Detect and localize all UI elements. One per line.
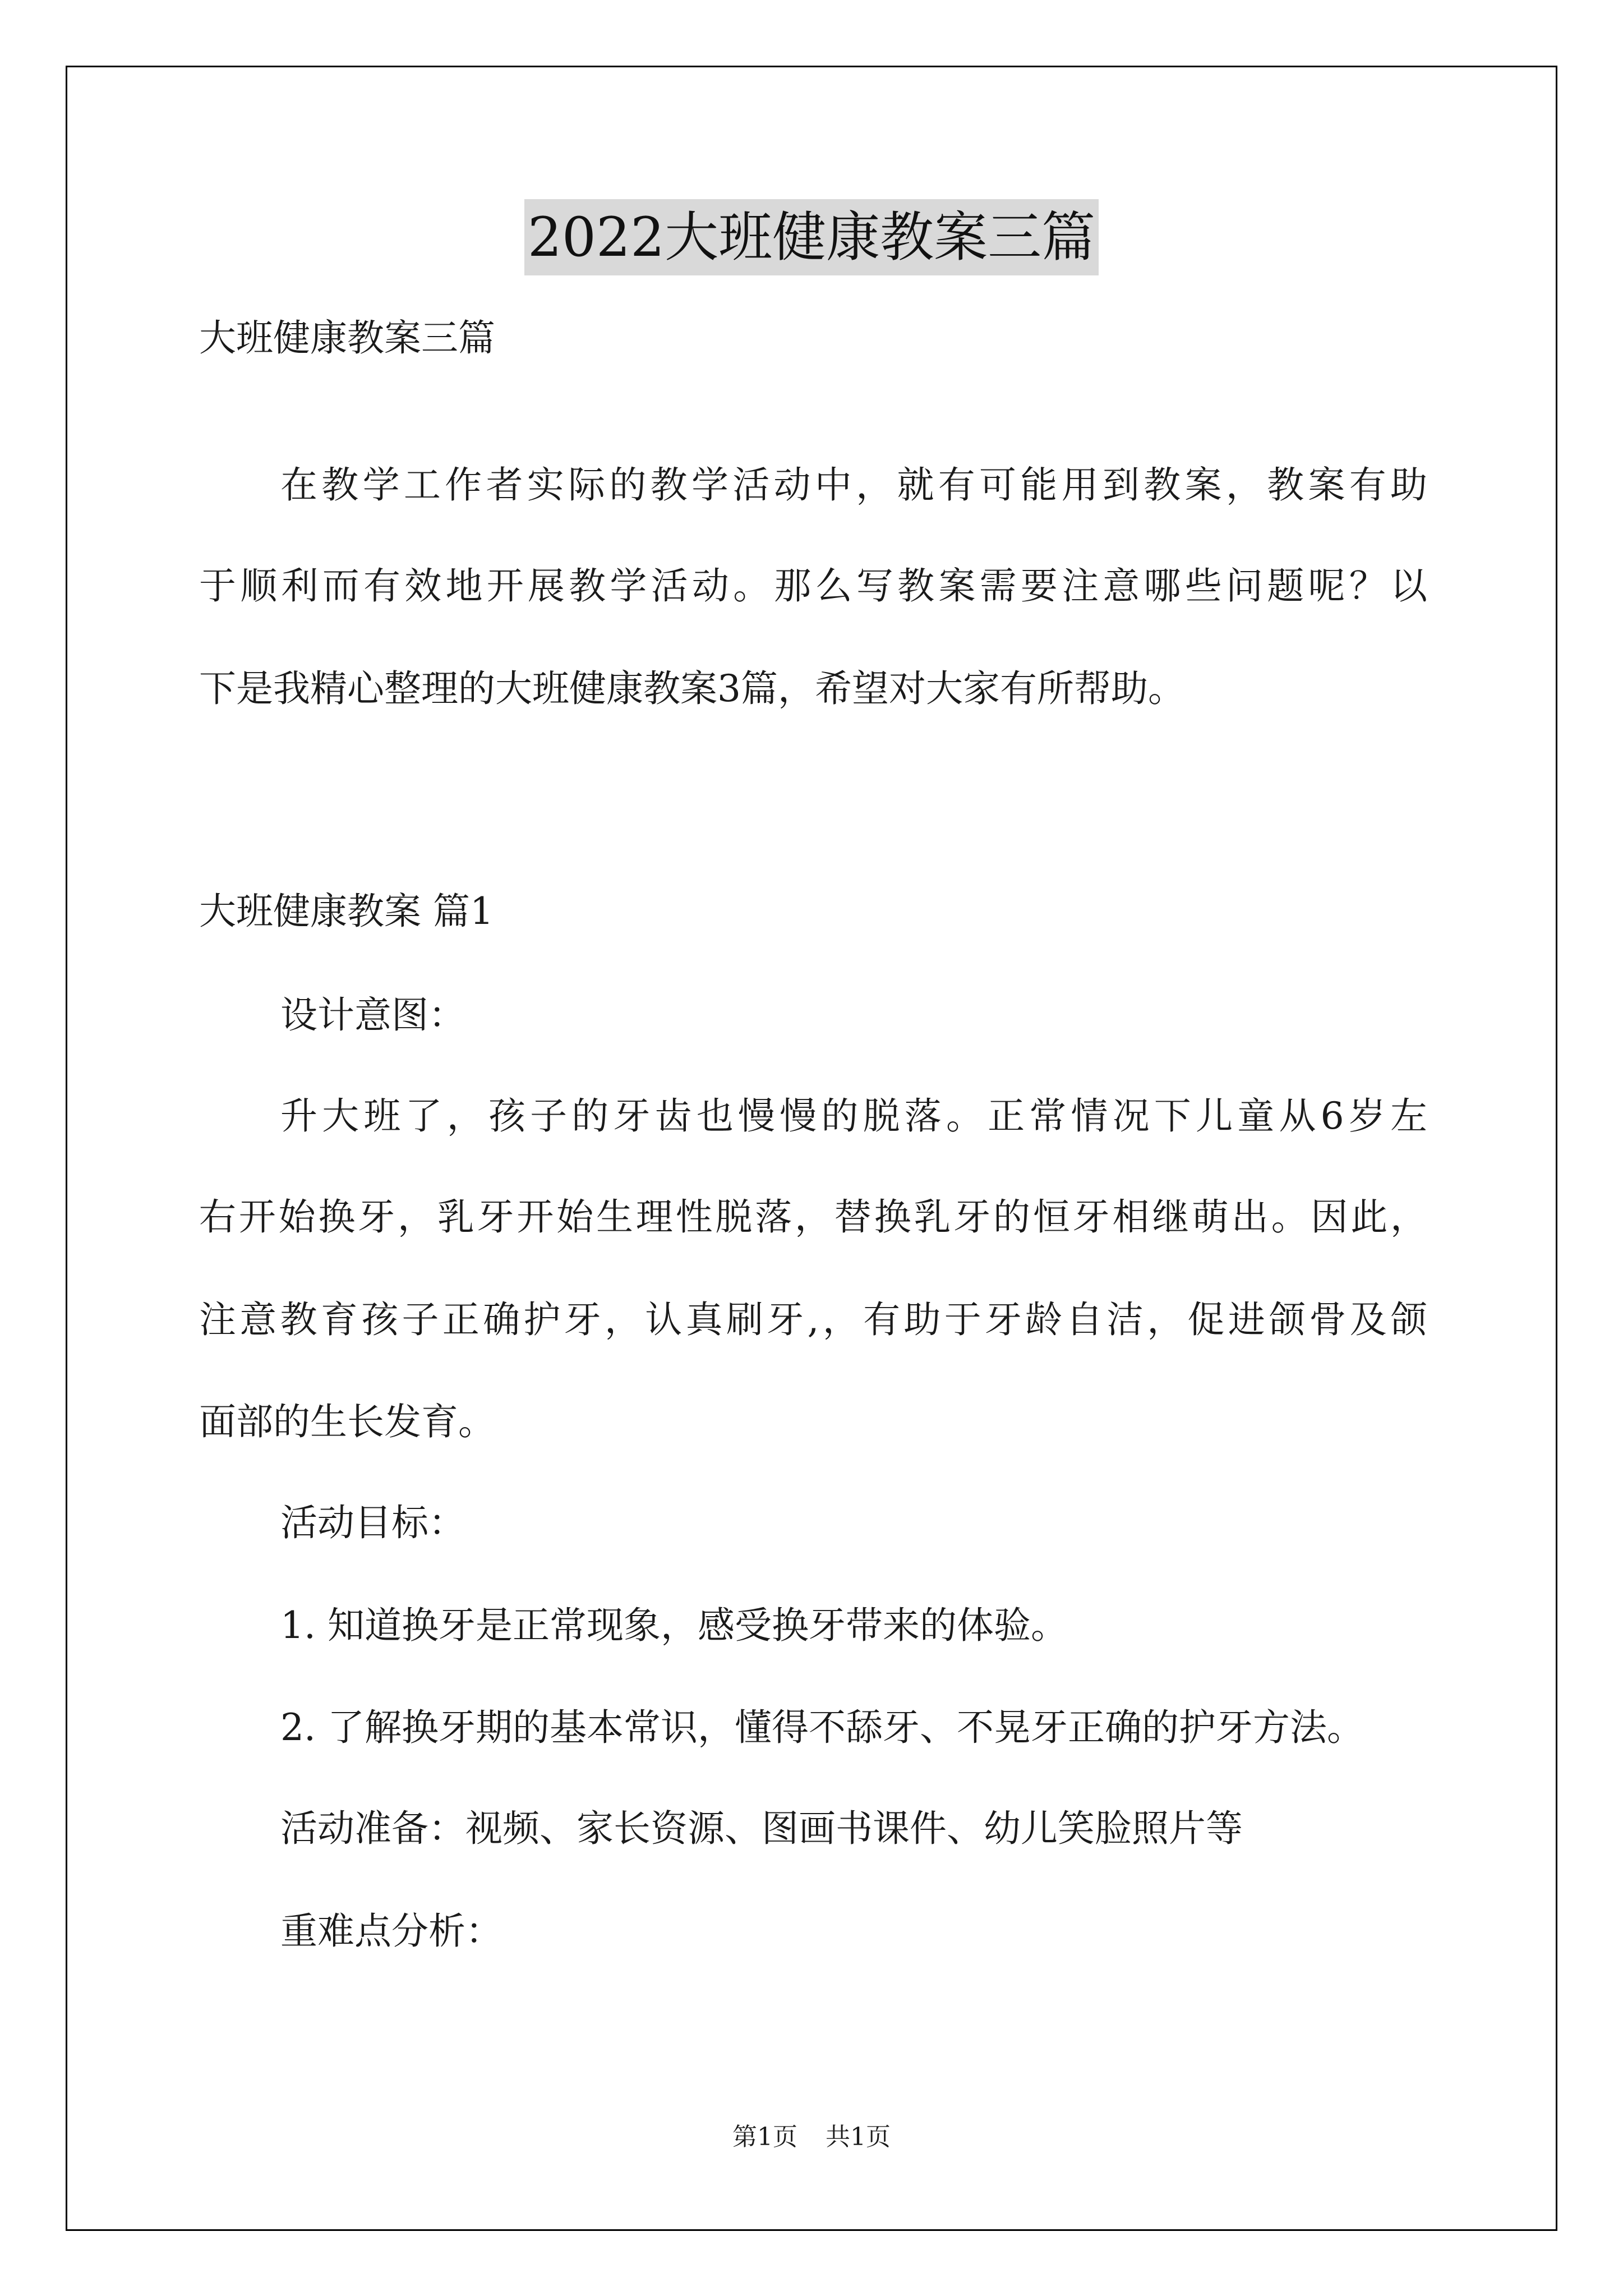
goals-label: 活动目标：: [280, 1501, 465, 1544]
title-container: [0, 199, 1623, 275]
design-line-1: 升大班了，孩子的牙齿也慢慢的脱落。正常情况下儿童从6岁左: [280, 1094, 1427, 1138]
intro-line-3: 下是我精心整理的大班健康教案3篇，希望对大家有所帮助。: [199, 667, 1185, 710]
goal-item-2: 2. 了解换牙期的基本常识，懂得不舔牙、不晃牙正确的护牙方法。: [280, 1706, 1364, 1749]
design-line-4: 面部的生长发育。: [199, 1400, 495, 1443]
document-subtitle: 大班健康教案三篇: [199, 316, 495, 360]
design-label: 设计意图：: [280, 993, 465, 1037]
page-footer: [0, 2120, 1623, 2154]
goal-item-1: 1. 知道换牙是正常现象，感受换牙带来的体验。: [280, 1604, 1068, 1647]
section-heading: 大班健康教案 篇1: [199, 890, 494, 933]
intro-line-1: 在教学工作者实际的教学活动中，就有可能用到教案，教案有助: [280, 463, 1427, 507]
design-line-3: 注意教育孩子正确护牙，认真刷牙,，有助于牙龄自洁，促进颌骨及颌: [199, 1298, 1427, 1341]
analysis-label: 重难点分析：: [280, 1910, 502, 1953]
document-title: 2022大班健康教案三篇: [524, 199, 1099, 275]
preparation-line: 活动准备：视频、家长资源、图画书课件、幼儿笑脸照片等: [280, 1807, 1243, 1850]
page-number-total: 共1页: [826, 2123, 891, 2151]
design-line-2: 右开始换牙，乳牙开始生理性脱落，替换乳牙的恒牙相继萌出。因此，: [199, 1195, 1427, 1239]
page-number-current: 第1页: [732, 2123, 797, 2151]
intro-line-2: 于顺利而有效地开展教学活动。那么写教案需要注意哪些问题呢？以: [199, 564, 1427, 608]
